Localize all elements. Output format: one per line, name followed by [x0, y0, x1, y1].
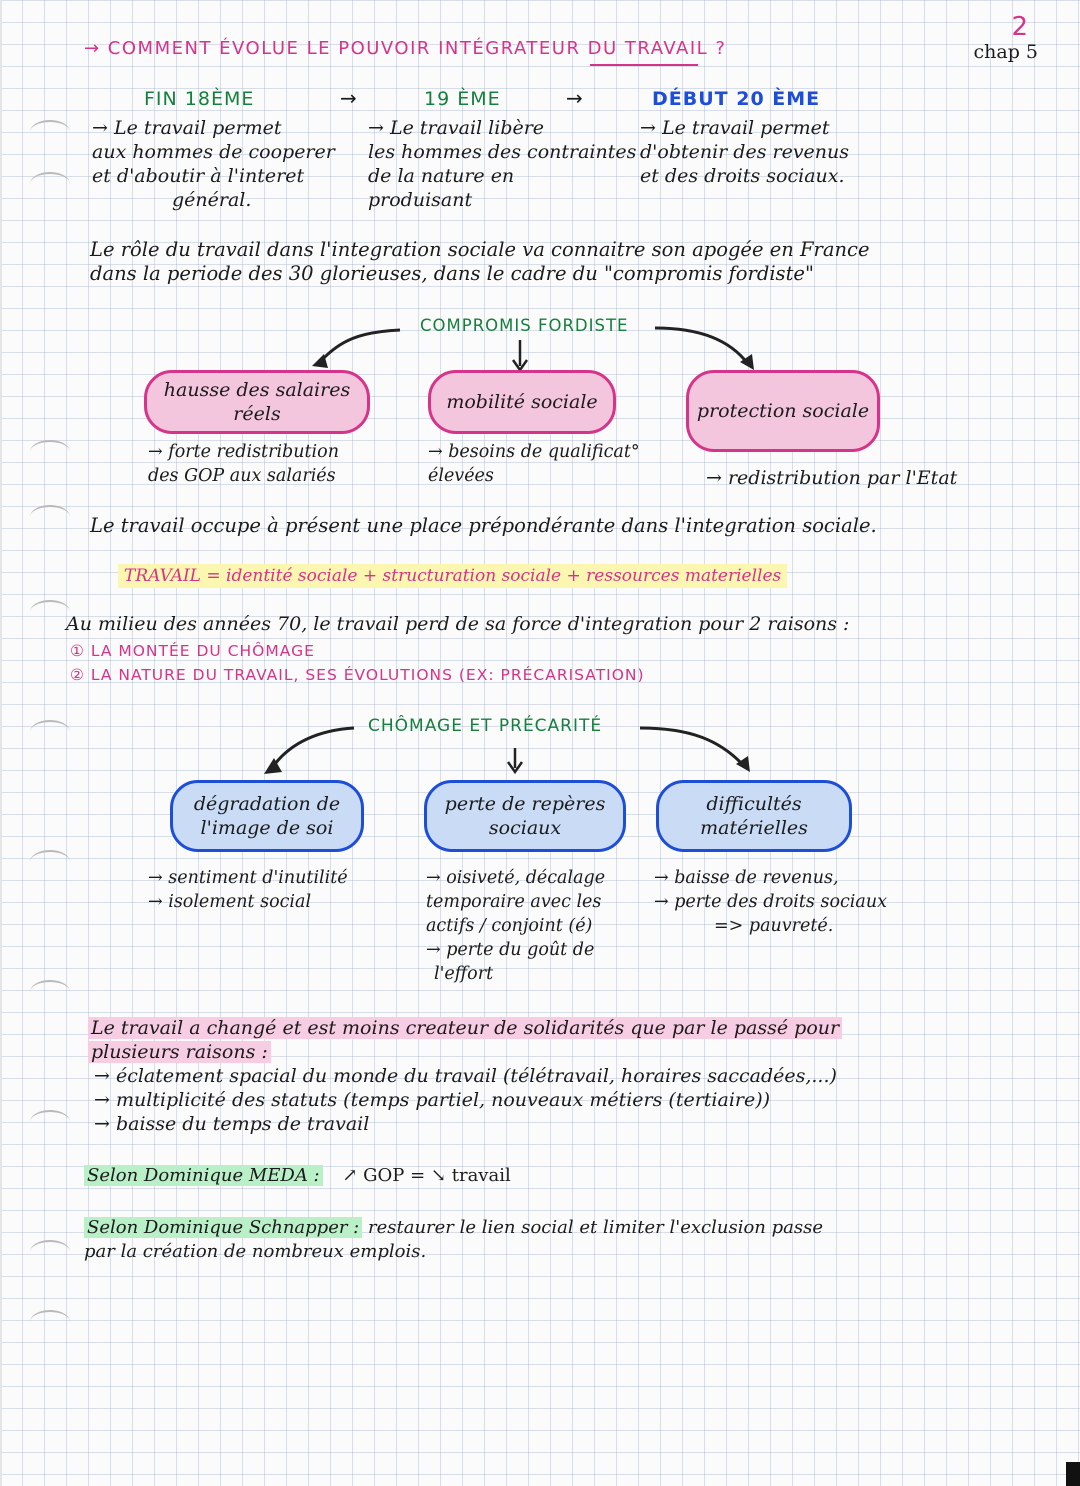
paragraph-highlight: plusieurs raisons :	[88, 1041, 271, 1063]
timeline-col-20e	[640, 116, 849, 188]
timeline-line: → Le travail permet	[92, 117, 282, 139]
page-edge-marker	[1066, 1462, 1080, 1486]
schnapper-text: restaurer le lien social et limiter l'exclusion passe	[367, 1217, 823, 1238]
chomage-precarite-title: CHÔMAGE ET PRÉCARITÉ	[368, 716, 603, 736]
paragraph-changes	[88, 1016, 842, 1136]
timeline-line: de la nature en	[368, 165, 515, 187]
fordiste-arrows	[300, 318, 770, 378]
note-oisivete	[426, 866, 605, 986]
meda-text: ↗ GOP = ↘ travail	[342, 1165, 511, 1186]
note-line: → perte des droits sociaux	[654, 892, 887, 912]
paragraph-fordisme	[90, 238, 870, 286]
binder-hole	[30, 1240, 70, 1264]
change-item: → éclatement spacial du monde du travail (télétravail, horaires saccadées,...)	[94, 1065, 837, 1087]
note-inutilite-isolement	[148, 866, 348, 914]
note-line: → oisiveté, décalage	[426, 868, 606, 888]
binder-hole	[30, 720, 70, 744]
schnapper-line: par la création de nombreux emplois.	[84, 1241, 427, 1262]
definition-text: TRAVAIL = identité sociale + structuration sociale + ressources materielles	[118, 564, 787, 588]
note-line: → perte du goût de	[426, 940, 595, 960]
note-line: → isolement social	[148, 892, 312, 912]
note-redistribution-gop	[148, 440, 339, 488]
bubble-difficultes-materielles: difficultés matérielles	[656, 780, 852, 852]
change-item: → multiplicité des statuts (temps partiel, nouveaux métiers (tertiaire))	[94, 1089, 771, 1111]
note-line: → baisse de revenus,	[654, 868, 839, 888]
bubble-protection-sociale: protection sociale	[686, 370, 880, 452]
paragraph-line: dans la periode des 30 glorieuses, dans le cadre du "compromis fordiste"	[90, 262, 814, 285]
arrow-right-icon: →	[340, 86, 357, 110]
timeline-line: aux hommes de cooperer	[92, 141, 335, 163]
sentence-place-travail: Le travail occupe à présent une place prépondérante dans l'integration sociale.	[90, 514, 877, 537]
schnapper-label: Selon Dominique Schnapper :	[84, 1217, 362, 1238]
binder-hole	[30, 850, 70, 874]
binder-hole	[30, 600, 70, 624]
chomage-arrows	[250, 716, 790, 782]
meda-label: Selon Dominique MEDA :	[84, 1165, 323, 1186]
title-underline	[590, 62, 700, 68]
reason-1: ① LA MONTÉE DU CHÔMAGE	[70, 642, 315, 660]
note-redistribution-etat: → redistribution par l'Etat	[706, 467, 958, 489]
note-line: temporaire avec les	[426, 892, 602, 912]
note-line: l'effort	[434, 964, 494, 984]
binder-hole	[30, 172, 70, 196]
definition-travail	[118, 564, 787, 588]
bubble-perte-reperes: perte de repères sociaux	[424, 780, 626, 852]
compromis-fordiste-title: COMPROMIS FORDISTE	[420, 316, 629, 335]
note-line: des GOP aux salariés	[148, 466, 336, 486]
binder-hole	[30, 1110, 70, 1134]
timeline-line: les hommes des contraintes	[368, 141, 637, 163]
timeline-line: et des droits sociaux.	[640, 165, 845, 187]
change-item: → baisse du temps de travail	[94, 1113, 370, 1135]
page-title: → COMMENT ÉVOLUE LE POUVOIR INTÉGRATEUR DU TRAVAIL ?	[84, 38, 727, 59]
decline-intro: Au milieu des années 70, le travail perd de sa force d'integration pour 2 raisons :	[66, 613, 850, 635]
schnapper-paragraph	[84, 1216, 823, 1264]
note-line: => pauvreté.	[714, 916, 834, 936]
binder-hole	[30, 120, 70, 144]
meda-line	[84, 1164, 511, 1188]
binder-hole	[30, 505, 70, 529]
timeline-line: général.	[172, 189, 252, 211]
note-line: actifs / conjoint (é)	[426, 916, 593, 936]
timeline-line: d'obtenir des revenus	[640, 141, 850, 163]
note-line: élevées	[428, 466, 494, 486]
page-number: 2	[1011, 12, 1028, 42]
reason-2: ② LA NATURE DU TRAVAIL, SES ÉVOLUTIONS (EX: PRÉCARISATION)	[70, 666, 645, 684]
chapter-label: chap 5	[973, 41, 1038, 63]
binder-hole	[30, 980, 70, 1004]
bubble-mobilite-sociale: mobilité sociale	[428, 370, 616, 434]
binder-hole	[30, 1310, 70, 1334]
paragraph-highlight: Le travail a changé et est moins createur de solidarités que par le passé pour	[88, 1017, 842, 1039]
schnapper-line	[84, 1216, 823, 1240]
timeline-line: → Le travail permet	[640, 117, 830, 139]
margin-line	[0, 0, 2, 1486]
note-baisse-revenus	[654, 866, 887, 938]
timeline-line: et d'aboutir à l'interet	[92, 165, 305, 187]
note-line: → sentiment d'inutilité	[148, 868, 348, 888]
paragraph-line: Le rôle du travail dans l'integration sociale va connaitre son apogée en France	[90, 238, 870, 261]
timeline-col-18e	[92, 116, 335, 212]
timeline-line: produisant	[368, 189, 473, 211]
note-line: → forte redistribution	[148, 442, 339, 462]
note-line: → besoins de qualificat°	[428, 442, 640, 462]
bubble-degradation-image: dégradation de l'image de soi	[170, 780, 364, 852]
paragraph-line	[88, 1040, 842, 1064]
timeline-heading-18e: FIN 18ÈME	[144, 88, 255, 110]
arrow-right-icon: →	[566, 86, 583, 110]
note-besoins-qualification	[428, 440, 640, 488]
bubble-hausse-salaires: hausse des salaires réels	[144, 370, 370, 434]
paragraph-line	[88, 1016, 842, 1040]
timeline-col-19e	[368, 116, 636, 212]
timeline-heading-20e: DÉBUT 20 ÈME	[652, 88, 821, 110]
binder-hole	[30, 440, 70, 464]
timeline-line: → Le travail libère	[368, 117, 545, 139]
timeline-heading-19e: 19 ÈME	[424, 88, 501, 110]
